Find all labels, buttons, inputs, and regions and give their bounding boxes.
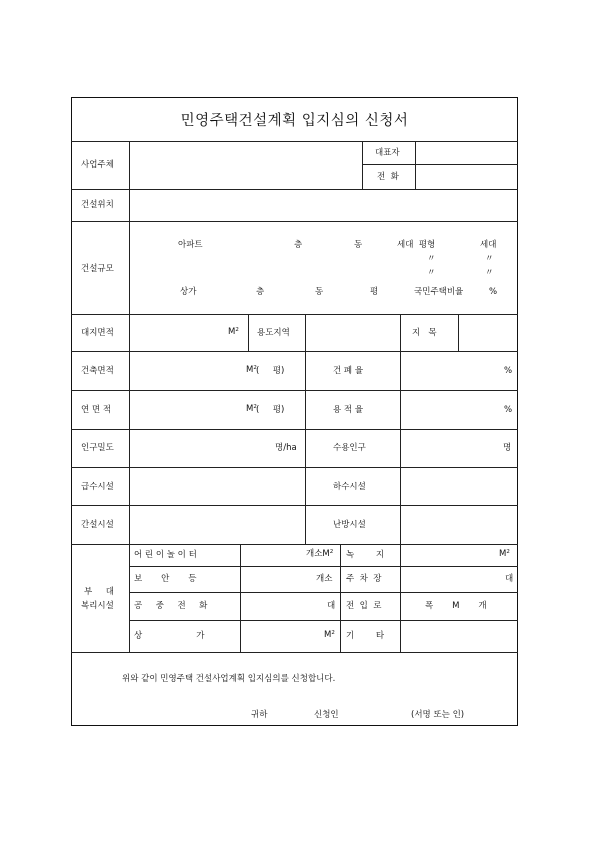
column-divider bbox=[248, 314, 249, 351]
floor-area-ratio-label: 용 적 율 bbox=[333, 405, 364, 415]
building-area-pyeong: ( 평) bbox=[256, 366, 285, 376]
water-supply-label: 급수시설 bbox=[81, 482, 114, 492]
floors-label: 층 bbox=[256, 287, 265, 297]
total-floor-area-unit: $M^2$ bbox=[246, 404, 257, 414]
building-area-label: 건축면적 bbox=[81, 366, 114, 376]
coverage-ratio-label: 건 폐 율 bbox=[333, 366, 364, 376]
row-divider bbox=[71, 429, 518, 430]
sewage-label: 하수시설 bbox=[333, 482, 366, 492]
location-label: 건설위치 bbox=[81, 200, 114, 210]
pyeong-label: 평 bbox=[370, 287, 379, 297]
public-phone-unit: 대 bbox=[327, 601, 336, 611]
ditto-mark: 〃 bbox=[485, 254, 494, 264]
row-divider bbox=[71, 390, 518, 391]
ditto-mark: 〃 bbox=[485, 268, 494, 278]
zoning-label: 용도지역 bbox=[257, 328, 290, 338]
playground-label: 어 린 이 놀 이 터 bbox=[134, 550, 197, 560]
row-divider bbox=[71, 467, 518, 468]
population-density-unit: 명/ha bbox=[275, 443, 297, 453]
percent-sign: % bbox=[504, 366, 513, 376]
row-divider bbox=[71, 221, 518, 222]
column-divider bbox=[305, 314, 306, 544]
column-divider bbox=[400, 314, 401, 351]
column-divider bbox=[340, 544, 341, 652]
signature-note: (서명 또는 인) bbox=[411, 710, 465, 720]
welfare-label-line2: 복리시설 bbox=[81, 601, 114, 611]
percent-sign: % bbox=[489, 287, 498, 297]
buildings-label: 동 bbox=[315, 287, 324, 297]
row-divider bbox=[71, 505, 518, 506]
welfare-label-line1: 부 대 bbox=[84, 587, 114, 597]
percent-sign: % bbox=[504, 405, 513, 415]
row-divider bbox=[71, 652, 518, 653]
land-category-label: 지 목 bbox=[412, 328, 437, 338]
row-divider bbox=[71, 189, 518, 190]
total-floor-area-label: 연 면 적 bbox=[81, 405, 112, 415]
column-divider bbox=[458, 314, 459, 351]
shops-label: 상가 bbox=[180, 287, 197, 297]
column-divider bbox=[129, 141, 130, 652]
population-density-label: 인구밀도 bbox=[81, 443, 114, 453]
ditto-mark: 〃 bbox=[427, 254, 436, 264]
access-road-label: 전 입 로 bbox=[346, 601, 382, 611]
other-label: 기 타 bbox=[346, 631, 385, 641]
row-divider bbox=[71, 544, 518, 545]
buildings-label: 동 bbox=[354, 240, 363, 250]
green-area-label: 녹 지 bbox=[346, 550, 385, 560]
ditto-mark: 〃 bbox=[427, 268, 436, 278]
population-capacity-unit: 명 bbox=[503, 443, 512, 453]
parking-label: 주 차 장 bbox=[346, 574, 382, 584]
addressee-text: 귀하 bbox=[251, 710, 268, 720]
scale-label: 건설규모 bbox=[81, 264, 114, 274]
national-housing-ratio-label: 국민주택비율 bbox=[414, 287, 464, 297]
population-capacity-label: 수용인구 bbox=[333, 443, 366, 453]
site-area-unit: $M^2$ bbox=[228, 327, 239, 337]
phone-label: 전 화 bbox=[377, 172, 399, 182]
row-divider bbox=[71, 351, 518, 352]
floors-label: 층 bbox=[294, 240, 303, 250]
declaration-text: 위와 같이 민영주택 건설사업계획 입지심의를 신청합니다. bbox=[122, 674, 336, 684]
representative-label: 대표자 bbox=[375, 148, 400, 158]
green-area-unit: $M^2$ bbox=[499, 549, 510, 559]
column-divider bbox=[415, 141, 416, 189]
applicant-label: 사업주체 bbox=[81, 160, 114, 170]
apartment-label: 아파트 bbox=[178, 240, 203, 250]
row-divider bbox=[71, 141, 518, 142]
total-floor-area-pyeong: ( 평) bbox=[256, 405, 285, 415]
page-title: 민영주택건설계획 입지심의 신청서 bbox=[180, 113, 409, 129]
site-area-label: 대지면적 bbox=[81, 328, 114, 338]
shop-facility-unit: $M^2$ bbox=[324, 630, 335, 640]
households-label: 세대 bbox=[480, 240, 497, 250]
shop-facility-label: 상 가 bbox=[134, 631, 205, 641]
parking-unit: 대 bbox=[505, 574, 514, 584]
column-divider bbox=[400, 544, 401, 652]
row-divider bbox=[129, 620, 518, 621]
column-divider bbox=[362, 141, 363, 189]
row-divider bbox=[129, 592, 518, 593]
column-divider bbox=[400, 467, 401, 544]
column-divider bbox=[400, 351, 401, 467]
trunk-facility-label: 간설시설 bbox=[81, 520, 114, 530]
security-light-label: 보 안 등 bbox=[134, 574, 197, 584]
heating-label: 난방시설 bbox=[333, 520, 366, 530]
public-phone-label: 공 중 전 화 bbox=[134, 601, 208, 611]
building-area-unit: $M^2$ bbox=[246, 365, 257, 375]
row-divider bbox=[71, 314, 518, 315]
security-light-unit: 개소 bbox=[316, 574, 333, 584]
playground-unit: 개소$M^2$ bbox=[306, 549, 334, 559]
row-divider bbox=[129, 566, 518, 567]
row-divider bbox=[362, 164, 518, 165]
applicant-signature-label: 신청인 bbox=[314, 710, 339, 720]
access-road-unit: 폭 M 개 bbox=[425, 601, 487, 611]
households-area-label: 세대 평형 bbox=[397, 240, 436, 250]
column-divider bbox=[240, 544, 241, 652]
